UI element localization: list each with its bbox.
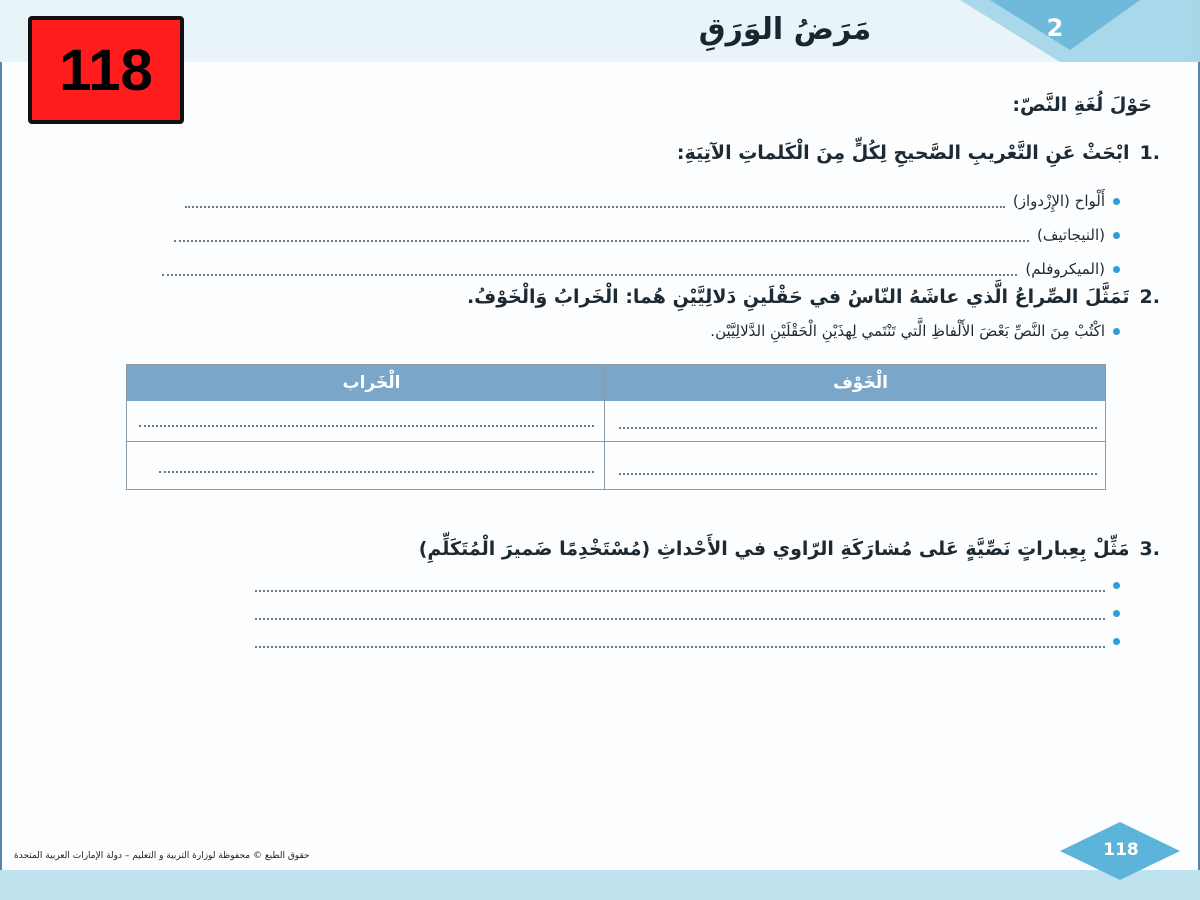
question-2-instruction-text: اكْتُبْ مِنَ النَّصِّ بَعْضَ الأَلْفاظِ الَّتي تَنْتَمي لِهذَيْنِ الْحَقْلَيْنِ الدَّلالِيَّيْن. [710, 322, 1105, 340]
bullet-icon [1113, 198, 1120, 205]
question-2-text: تَمَثَّلَ الصِّراعُ الَّذي عاشَهُ النّاسُ في حَقْلَينِ دَلالِيَّيْنِ هُما: الْخَرابُ وَالْخَوْفُ. [466, 286, 1130, 308]
table-header-kharab: الْخَراب [342, 373, 401, 393]
lesson-number: 2 [1046, 14, 1064, 42]
table-divider [604, 365, 605, 489]
answer-line[interactable] [255, 582, 1105, 592]
question-1-item-label: (النيجاتيف) [1037, 226, 1105, 244]
bullet-icon [1113, 638, 1120, 645]
answer-line[interactable] [162, 266, 1017, 276]
question-1-number: 1. [1139, 142, 1160, 164]
question-2-instruction [710, 322, 1120, 340]
page-number-badge: 118 [28, 16, 184, 124]
question-2-number: 2. [1139, 286, 1160, 308]
lesson-number-shape [960, 0, 1200, 64]
question-3 [419, 538, 1160, 560]
question-1-text: ابْحَثْ عَنِ التَّعْريبِ الصَّحيحِ لِكُلٍّ مِنَ الْكَلماتِ الآتِيَةِ: [676, 142, 1130, 164]
table-divider [127, 441, 1105, 442]
question-1-item [185, 192, 1120, 210]
question-3-answer [255, 634, 1120, 648]
section-heading: حَوْلَ لُغَةِ النَّصّ: [1012, 94, 1152, 116]
table-cell-answer-line[interactable] [619, 419, 1097, 429]
question-1-item [174, 226, 1120, 244]
question-3-answer [255, 578, 1120, 592]
bullet-icon [1113, 610, 1120, 617]
question-1-item-label: (الميكروفلم) [1025, 260, 1105, 278]
answer-line[interactable] [255, 610, 1105, 620]
question-3-answer [255, 606, 1120, 620]
question-1-item-label: أَلْواح (الإِزْدواز) [1012, 192, 1105, 210]
bullet-icon [1113, 232, 1120, 239]
footer-band [0, 870, 1200, 900]
bullet-icon [1113, 266, 1120, 273]
bullet-icon [1113, 582, 1120, 589]
semantic-fields-table [126, 364, 1106, 490]
footer-copyright: حقوق الطبع © محفوظة لوزارة التربية و التعليم – دولة الإمارات العربية المتحدة [14, 851, 310, 861]
bullet-icon [1113, 328, 1120, 335]
question-3-text: مَثِّلْ بِعِباراتٍ نَصِّيَّةٍ عَلى مُشارَكَةِ الرّاوي في الأَحْداثِ (مُسْتَخْدِمًا ضَميرَ الْمُتَكَلِّمِ) [418, 538, 1130, 560]
answer-line[interactable] [185, 198, 1005, 208]
question-1 [677, 142, 1160, 164]
lesson-title: مَرَضُ الوَرَقِ [698, 12, 872, 47]
table-cell-answer-line[interactable] [139, 417, 594, 427]
footer-page-number: 118 [1103, 840, 1139, 860]
table-header-row [127, 365, 1105, 401]
answer-line[interactable] [255, 638, 1105, 648]
table-header-khawf: الْخَوْف [833, 373, 888, 393]
question-2 [467, 286, 1160, 308]
question-3-number: 3. [1139, 538, 1160, 560]
question-1-item [162, 260, 1120, 278]
table-cell-answer-line[interactable] [619, 465, 1097, 475]
table-cell-answer-line[interactable] [159, 463, 594, 473]
answer-line[interactable] [174, 232, 1029, 242]
